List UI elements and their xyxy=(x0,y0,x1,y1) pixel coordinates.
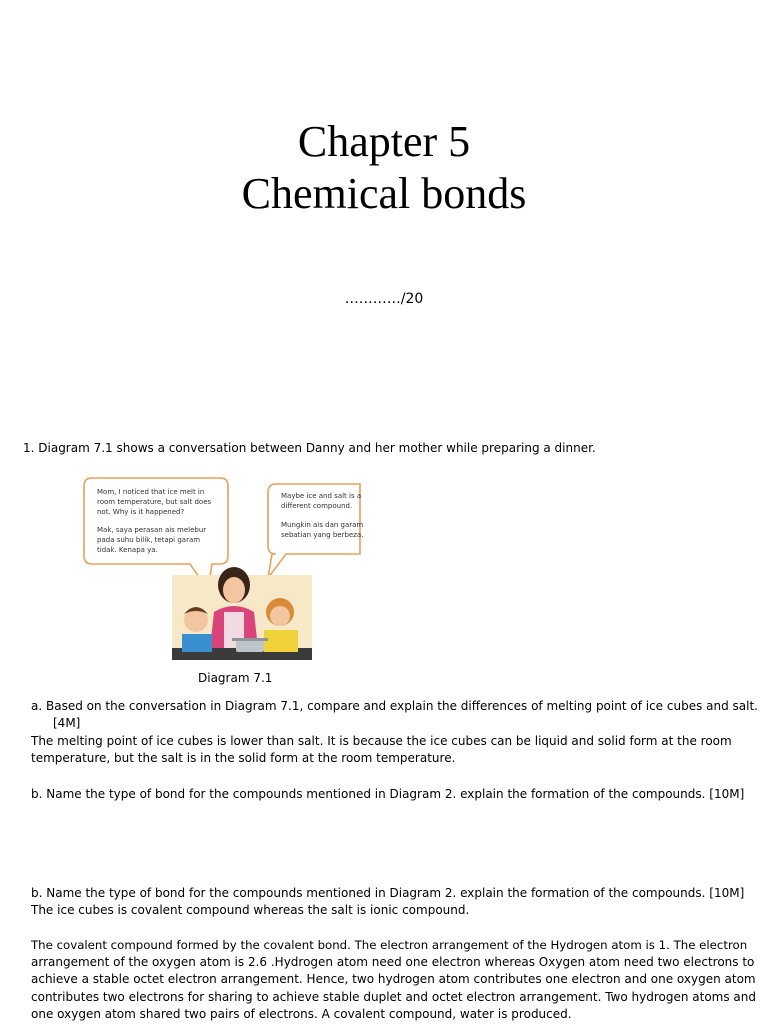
part-a-question-line-2: [4M] xyxy=(53,716,81,730)
diagram-caption: Diagram 7.1 xyxy=(198,671,273,685)
part-b-answer-line-1: The ice cubes is covalent compound whereas the salt is ionic compound. xyxy=(31,903,470,917)
part-b-paragraph-line-1: The covalent compound formed by the covalent bond. The electron arrangement of the Hydrogen atom is 1. The electron xyxy=(31,938,748,952)
bubble-left-line-4: Mak, saya perasan ais melebur xyxy=(97,526,207,534)
cooking-pot xyxy=(232,638,268,652)
chapter-number: Chapter 5 xyxy=(297,117,471,166)
part-b-question-repeat: b. Name the type of bond for the compounds mentioned in Diagram 2. explain the formation of the compounds. [10M] xyxy=(31,886,745,900)
bubble-right-line-1: Maybe ice and salt is a xyxy=(281,492,362,500)
part-b-paragraph-line-3: achieve a stable octet electron arrangement. Hence, two hydrogen atom contributes one electron and one oxygen atom xyxy=(31,972,756,986)
part-b-paragraph-line-2: arrangement of the oxygen atom is 2.6 .Hydrogen atom need one electron whereas Oxygen atom need two electrons to xyxy=(31,955,755,969)
part-b-paragraph-line-4: contributes two electrons for sharing to achieve stable duplet and octet electron arrangement. Two hydrogen atoms and xyxy=(31,990,757,1004)
part-a-question-line-1: a. Based on the conversation in Diagram 7.1, compare and explain the differences of melting point of ice cubes and salt. xyxy=(31,699,758,713)
question-1-prompt: 1. Diagram 7.1 shows a conversation between Danny and her mother while preparing a dinner. xyxy=(23,441,596,455)
bubble-left-line-2: room temperature, but salt does xyxy=(97,498,212,506)
bubble-right-line-2: different compound. xyxy=(281,502,353,510)
part-b-paragraph-line-5: one oxygen atom shared two pairs of electrons. A covalent compound, water is produced. xyxy=(31,1007,572,1021)
bubble-right-line-3: Mungkin ais dan garam xyxy=(281,521,364,529)
bubble-right-line-4: sebatian yang berbeza. xyxy=(281,531,364,539)
bubble-left-line-6: tidak. Kenapa ya. xyxy=(97,546,158,554)
part-a-answer-line-2: temperature, but the salt is in the solid form at the room temperature. xyxy=(31,751,456,765)
chapter-title: Chemical bonds xyxy=(241,169,527,218)
bubble-left-line-3: not. Why is it happened? xyxy=(97,508,185,516)
part-a-answer-line-1: The melting point of ice cubes is lower than salt. It is because the ice cubes can be liquid and solid form at the room xyxy=(31,734,732,748)
bubble-left-line-1: Mom, I noticed that ice melt in xyxy=(97,488,205,496)
part-b-question: b. Name the type of bond for the compounds mentioned in Diagram 2. explain the formation of the compounds. [10M] xyxy=(31,787,745,801)
bubble-left-line-5: pada suhu bilik, tetapi garam xyxy=(97,536,201,544)
score-field: …………/20 xyxy=(344,291,424,307)
